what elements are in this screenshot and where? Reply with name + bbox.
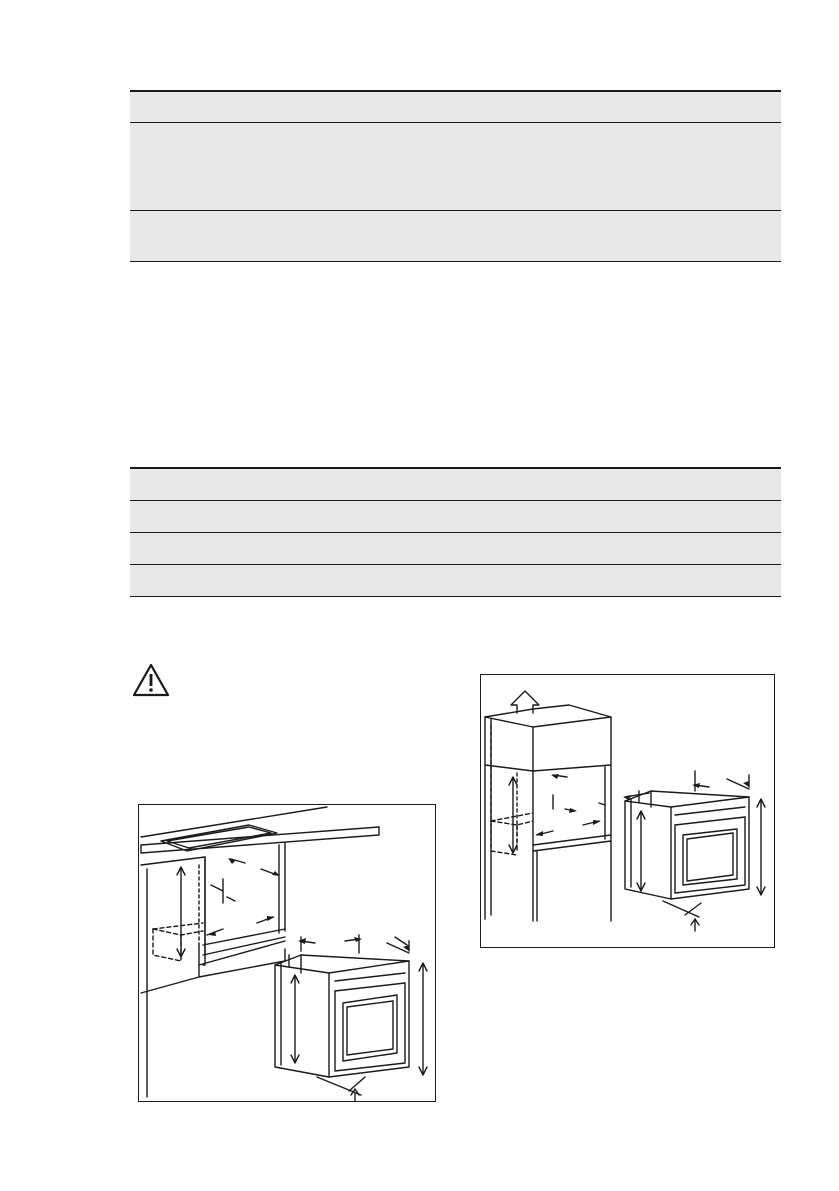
table-row — [130, 92, 781, 122]
table-bottom-rule — [130, 596, 781, 597]
table-row — [130, 211, 781, 261]
table-row — [130, 533, 781, 564]
under-counter-diagram — [139, 805, 435, 1101]
table-row — [130, 565, 781, 596]
table-row — [130, 123, 781, 210]
warning-triangle-icon — [131, 662, 171, 698]
table-row — [130, 469, 781, 500]
figure-column-installation — [480, 674, 775, 948]
table-row — [130, 501, 781, 532]
table-bottom — [130, 467, 781, 597]
table-top — [130, 90, 781, 262]
table-bottom-rule — [130, 261, 781, 262]
column-diagram — [481, 675, 774, 947]
figure-under-counter-installation — [138, 804, 436, 1102]
